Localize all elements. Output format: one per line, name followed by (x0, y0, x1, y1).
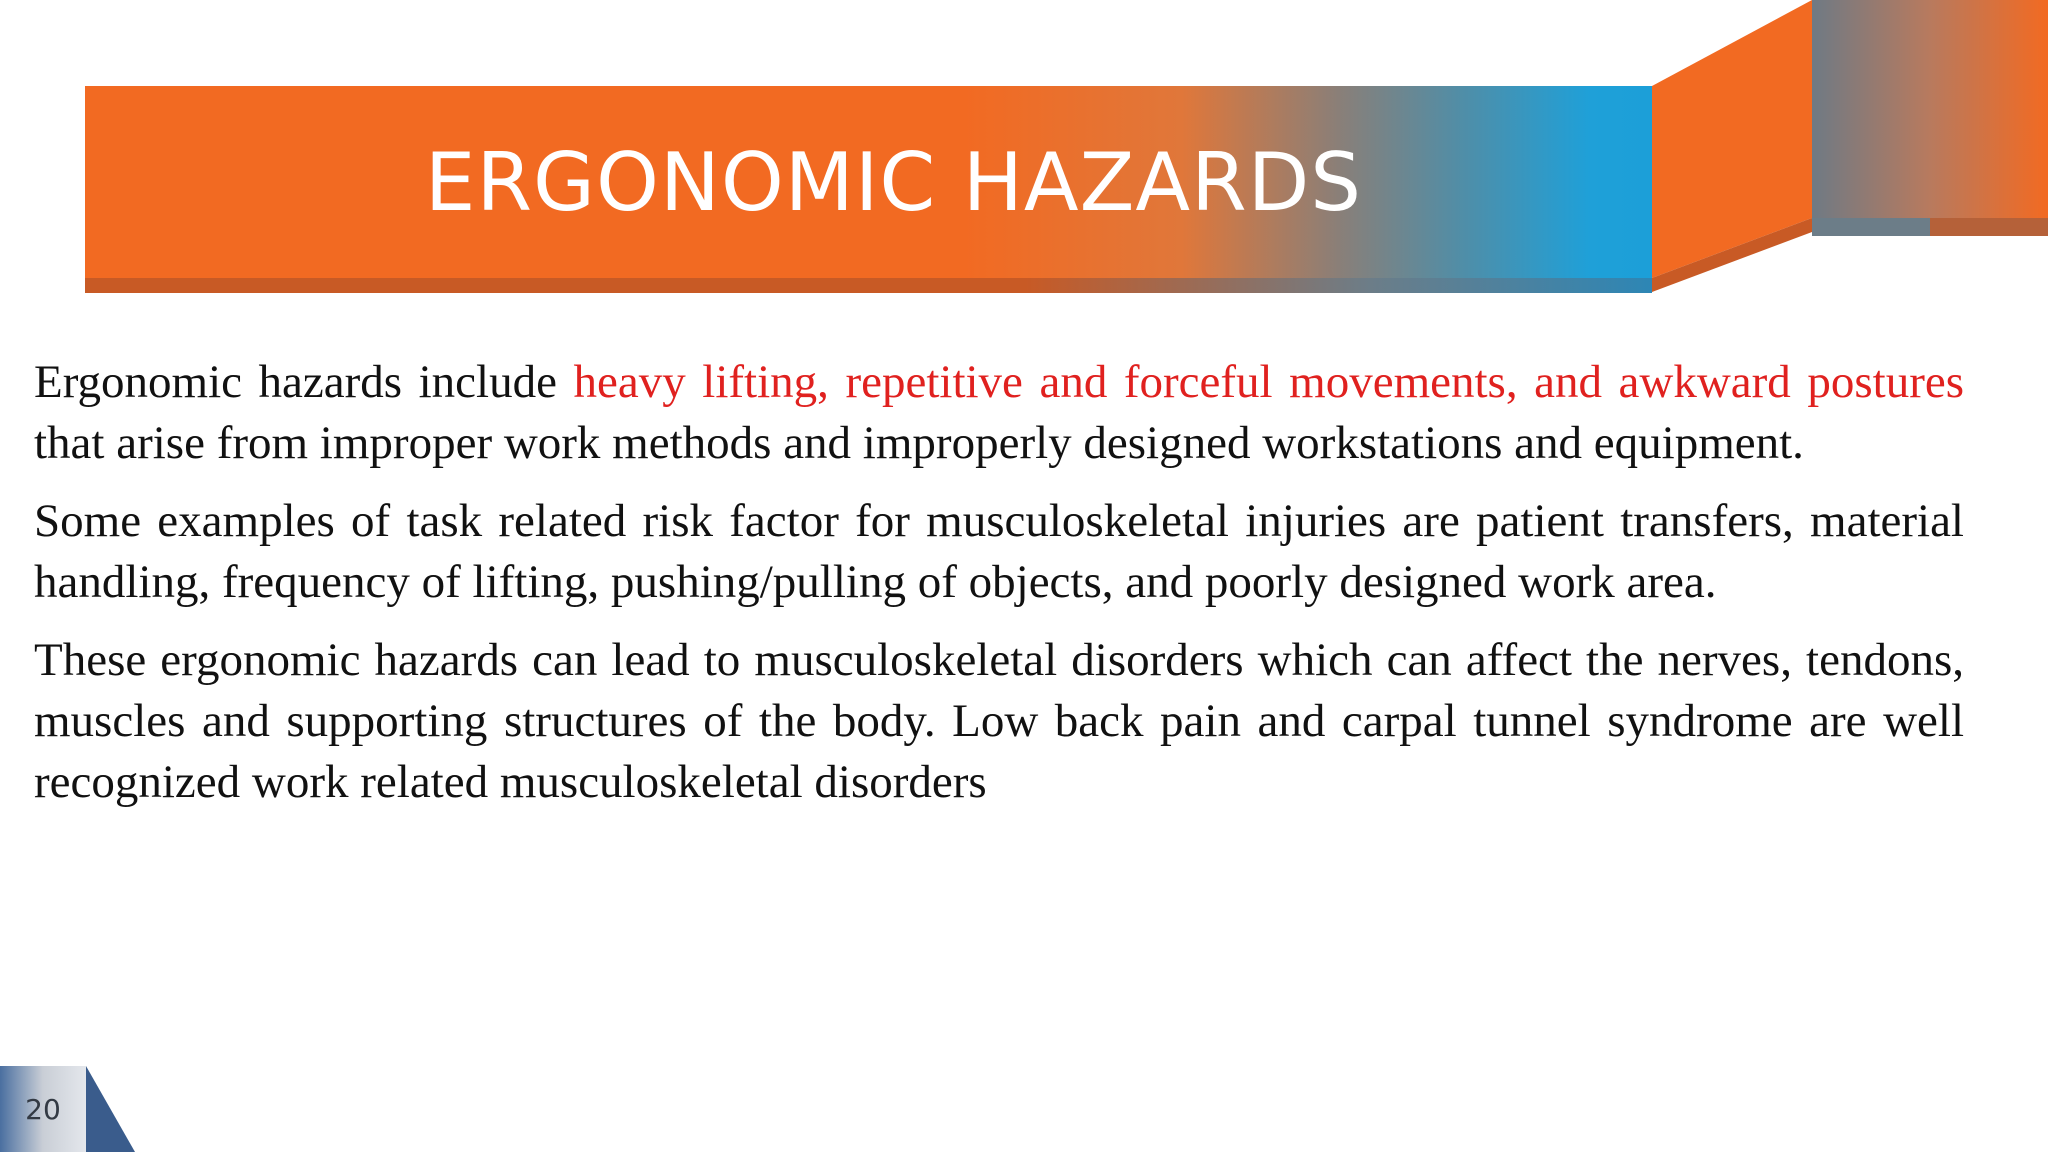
paragraph-1-text-start: Ergonomic hazards include (34, 356, 574, 408)
paragraph-2: Some examples of task related risk factor for musculoskeletal injuries are patient transfers, material handling, frequency of lifting, pushing/pulling of objects, and poorly designed work area. (34, 495, 1964, 608)
slide-body (34, 352, 1964, 830)
paragraph-1-text-end: that arise from improper work methods and improperly designed workstations and equipment. (34, 417, 1804, 469)
paragraph-1 (34, 352, 1964, 474)
page-number: 20 (25, 1092, 61, 1126)
paragraph-1-highlight: heavy lifting, repetitive and forceful movements, and awkward postures (573, 356, 1964, 408)
paragraph-3: These ergonomic hazards can lead to musculoskeletal disorders which can affect the nerves, tendons, muscles and supporting structures of the body. Low back pain and carpal tunnel syndrome are well recognized work related musculoskeletal disorders (34, 634, 1964, 808)
slide-title: ERGONOMIC HAZARDS (424, 135, 1363, 229)
title-banner-shadow (85, 278, 1652, 293)
